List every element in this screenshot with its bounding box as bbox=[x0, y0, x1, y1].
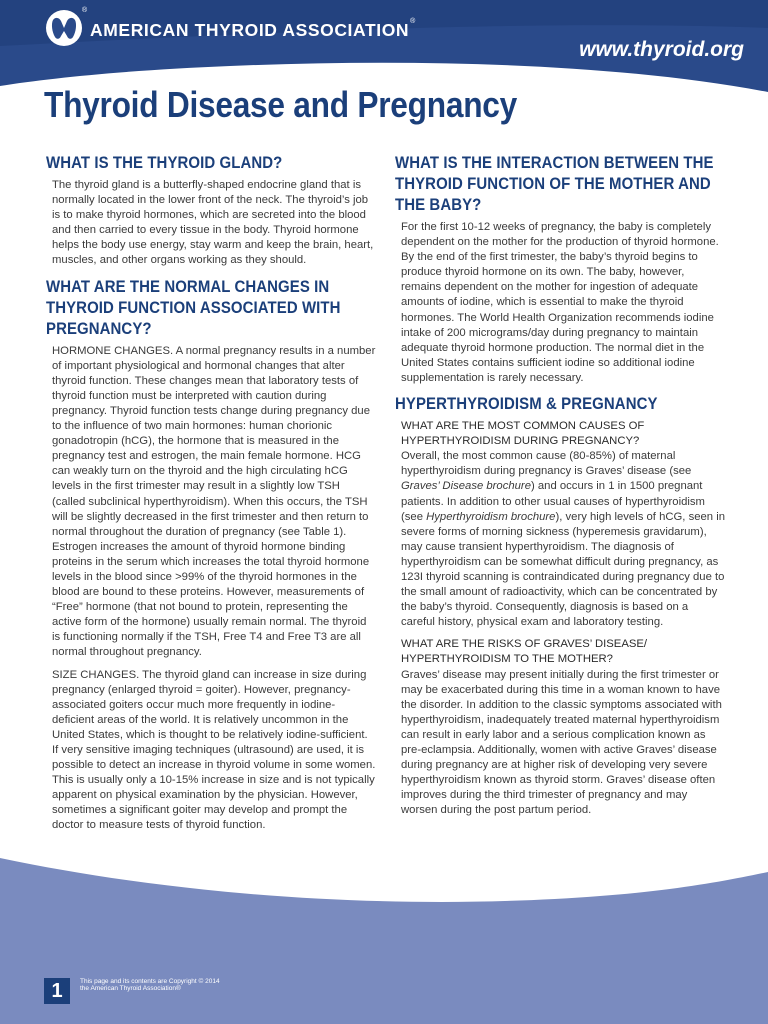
paragraph-hormone-changes: HORMONE CHANGES. A normal pregnancy results in a number of important physiological and hormonal changes that alter thyroid function. These changes mean that laboratory tests of thyroid function must be interpreted with caution during pregnancy. Thyroid function tests change during pregnancy due to the influence of two main hormones: human chorionic gonadotropin (hCG), the hormone that is measured in the pregnancy test and estrogen, the main female hormone. HCG can weakly turn on the thyroid and the high circulating hCG levels in the first trimester may result in a slightly low TSH (called subclinical hyperthyroidism). When this occurs, the TSH will be slightly decreased in the first trimester and then return to normal throughout the duration of pregnancy (see Table 1). Estrogen increases the amount of thyroid hormone binding proteins in the serum which increases the total thyroid hormone levels in the blood since >99% of the thyroid hormones in the blood are bound to these proteins. However, measurements of “Free” hormone (that not bound to protein, representing the active form of the hormone) usually remain normal. The thyroid is functioning normally if the TSH, Free T4 and Free T3 are all normal throughout pregnancy. bbox=[52, 344, 376, 659]
footer-band bbox=[0, 858, 768, 1024]
copyright-notice: This page and its contents are Copyright © 2014 the American Thyroid Association® bbox=[80, 978, 220, 993]
question-risks-graves: WHAT ARE THE RISKS OF GRAVES’ DISEASE/ HYPERTHYROIDISM TO THE MOTHER? bbox=[401, 638, 648, 666]
answer-risks-graves: Graves’ disease may present initially during the first trimester or may be exacerbated during this time in a woman known to have the disorder. In addition to the classic symptoms associated with hyperthyroidism, inadequately treated maternal hyperthyroidism can result in early labor and a serious complication known as pre-eclampsia. Additionally, women with active Graves’ disease during pregnancy are at higher risk of developing very severe hyperthyroidism known as thyroid storm. Graves’ disease often improves during the third trimester of pregnancy and may worsen during the post partum period. bbox=[401, 668, 722, 817]
paragraph-size-changes: SIZE CHANGES. The thyroid gland can increase in size during pregnancy (enlarged thyroid = goiter). However, pregnancy-associated goiters occur much more frequently in iodine-deficient areas of the world. It is relatively uncommon in the United States, which is thought to be relatively iodine-sufficient. If very sensitive imaging techniques (ultrasound) are used, it is possible to detect an increase in thyroid volume in some women. This is usually only a 10-15% increase in size and is not typically apparent on physical examination by the physician. However, sometimes a significant goiter may develop and prompt the doctor to measure tests of thyroid function. bbox=[52, 668, 376, 832]
brand bbox=[44, 8, 416, 48]
left-column bbox=[46, 152, 376, 834]
answer-text: Overall, the most common cause (80-85%) of maternal hyperthyroidism during pregnancy is Graves’ disease (see bbox=[401, 450, 692, 478]
section-body-thyroid-gland: The thyroid gland is a butterfly-shaped endocrine gland that is normally located in the lower front of the neck. The thyroid’s job is to make thyroid hormones, which are secreted into the blood and then carried to every tissue in the body. Thyroid hormone helps the body use energy, stay warm and keep the brain, heart, muscles, and other organs working as they should. bbox=[52, 179, 374, 267]
section-heading-thyroid-gland: WHAT IS THE THYROID GLAND? bbox=[46, 153, 283, 172]
graves-brochure-ref: Graves’ Disease brochure bbox=[401, 480, 531, 493]
org-name: AMERICAN THYROID ASSOCIATION bbox=[90, 19, 410, 40]
page-title: Thyroid Disease and Pregnancy bbox=[44, 84, 517, 125]
answer-text: ) and occurs in 1 in 1500 pregnant patients. In addition to other usual causes of hyperthyroidism (see bbox=[401, 480, 705, 523]
section-heading-normal-changes: WHAT ARE THE NORMAL CHANGES IN THYROID FUNCTION ASSOCIATED WITH PREGNANCY? bbox=[46, 276, 341, 338]
org-registered-mark: ® bbox=[410, 17, 416, 25]
question-common-causes: WHAT ARE THE MOST COMMON CAUSES OF HYPERTHYROIDISM DURING PREGNANCY? bbox=[401, 420, 645, 448]
section-heading-mother-baby: WHAT IS THE INTERACTION BETWEEN THE THYROID FUNCTION OF THE MOTHER AND THE BABY? bbox=[395, 153, 714, 214]
right-column bbox=[395, 152, 725, 818]
website-url[interactable]: www.thyroid.org bbox=[579, 38, 744, 61]
answer-common-causes bbox=[395, 449, 725, 630]
thyroid-logo-icon bbox=[44, 7, 88, 48]
answer-text: ), very high levels of hCG, seen in severe forms of morning sickness (hyperemesis gravidarum), may cause transient hyperthyroidism. The diagnosis of hyperthyroidism can be somewhat difficult during pregnancy, as 123I thyroid scanning is contraindicated during pregnancy due to the small amount of radioactivity, which can be concentrated by the baby’s thyroid. Consequently, diagnosis is based on a careful history, physical exam and laboratory testing. bbox=[401, 510, 725, 629]
section-heading-hyperthyroidism: HYPERTHYROIDISM & PREGNANCY bbox=[395, 394, 658, 414]
logo-registered-mark: ® bbox=[82, 7, 88, 14]
section-body-mother-baby: For the first 10-12 weeks of pregnancy, the baby is completely dependent on the mother for the production of thyroid hormone. By the end of the first trimester, the baby’s thyroid begins to produce thyroid hormone on its own. The baby, however, remains dependent on the mother for ingestion of adequate amounts of iodine, which is essential to make the thyroid hormones. The World Health Organization recommends iodine intake of 200 micrograms/day during pregnancy to maintain adequate thyroid hormone production. The normal diet in the United States contains sufficient iodine so additional iodine supplementation is rarely necessary. bbox=[401, 221, 719, 384]
page-number: 1 bbox=[44, 978, 70, 1004]
hyperthyroidism-brochure-ref: Hyperthyroidism brochure bbox=[426, 510, 556, 523]
